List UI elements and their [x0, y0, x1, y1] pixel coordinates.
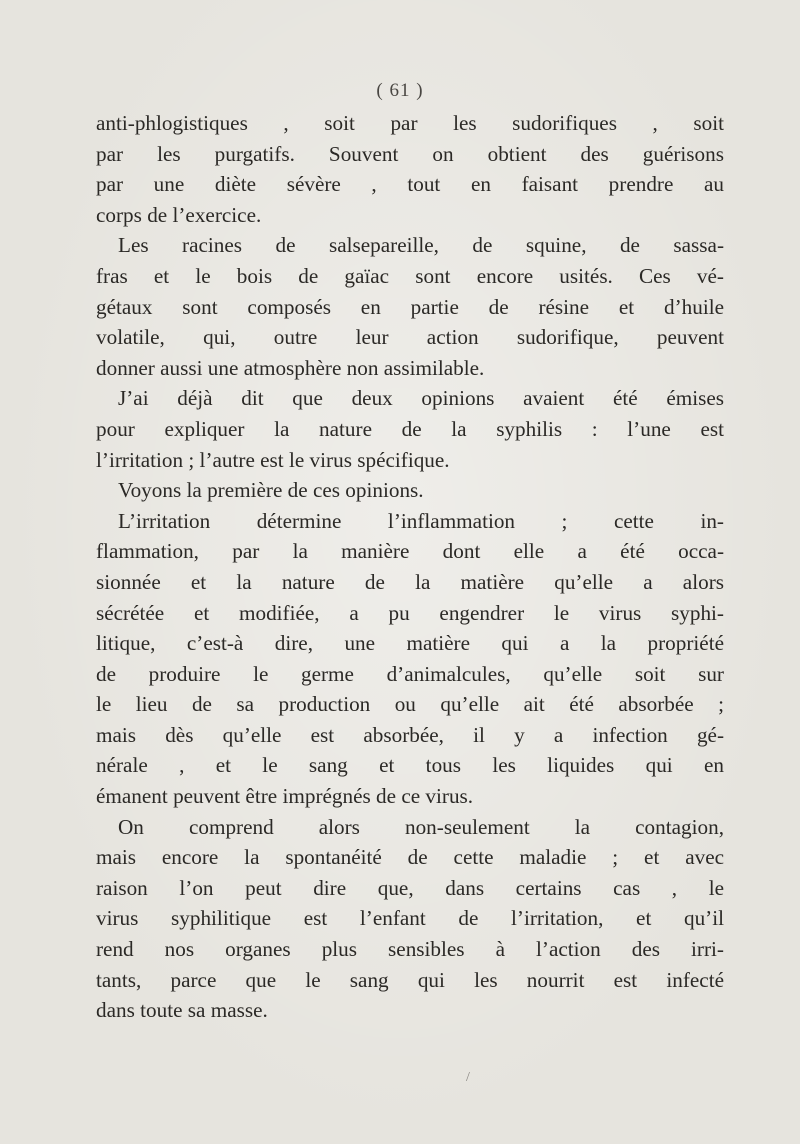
text-line: virus syphilitique est l’enfant de l’irritation, et qu’il [96, 906, 724, 931]
page-number: ( 61 ) [376, 80, 424, 101]
text-line: émanent peuvent être imprégnés de ce virus. [96, 784, 474, 809]
text-line: anti-phlogistiques , soit par les sudorifiques , soit [96, 111, 724, 135]
text-line: le lieu de sa production ou qu’elle ait été absorbée ; [96, 692, 724, 717]
text-line: raison l’on peut dire que, dans certains cas , le [96, 875, 724, 900]
text-line: rend nos organes plus sensibles à l’action des irri- [96, 937, 724, 962]
text-line: nérale , et le sang et tous les liquides qui en [96, 753, 724, 778]
text-line: fras et le bois de gaïac sont encore usités. Ces vé- [96, 263, 724, 288]
text-line: volatile, qui, outre leur action sudorifique, peuvent [96, 325, 724, 350]
text-line: mais encore la spontanéité de cette maladie ; et avec [96, 845, 724, 870]
text-line: dans toute sa masse. [96, 998, 268, 1023]
text-line: par les purgatifs. Souvent on obtient des guérisons [96, 141, 724, 166]
text-line: l’irritation ; l’autre est le virus spécifique. [96, 447, 450, 472]
body-text [96, 108, 724, 1026]
paragraph-start-line: Les racines de salsepareille, de squine, de sassa- [118, 233, 724, 258]
text-line: donner aussi une atmosphère non assimilable. [96, 355, 485, 380]
text-line: litique, c’est-à dire, une matière qui a la propriété [96, 631, 724, 656]
paragraph-start-line: On comprend alors non-seulement la contagion, [118, 814, 724, 839]
text-line: de produire le germe d’animalcules, qu’elle soit sur [96, 661, 724, 686]
text-line: mais dès qu’elle est absorbée, il y a infection gé- [96, 722, 724, 747]
text-line: tants, parce que le sang qui les nourrit est infecté [96, 967, 724, 992]
text-line: sécrétée et modifiée, a pu engendrer le virus syphi- [96, 600, 724, 625]
text-line: flammation, par la manière dont elle a été occa- [96, 539, 724, 564]
text-line: par une diète sévère , tout en faisant prendre au [96, 172, 724, 197]
paragraph-start-line: J’ai déjà dit que deux opinions avaient été émises [118, 386, 724, 411]
paragraph-start-line: Voyons la première de ces opinions. [118, 478, 424, 503]
text-line: pour expliquer la nature de la syphilis : l’une est [96, 416, 724, 441]
stray-mark: / [466, 1070, 470, 1085]
text-line: sionnée et la nature de la matière qu’elle a alors [96, 569, 724, 594]
text-line: corps de l’exercice. [96, 202, 262, 227]
text-line: gétaux sont composés en partie de résine et d’huile [96, 294, 724, 319]
paragraph-start-line: L’irritation détermine l’inflammation ; cette in- [118, 508, 724, 533]
